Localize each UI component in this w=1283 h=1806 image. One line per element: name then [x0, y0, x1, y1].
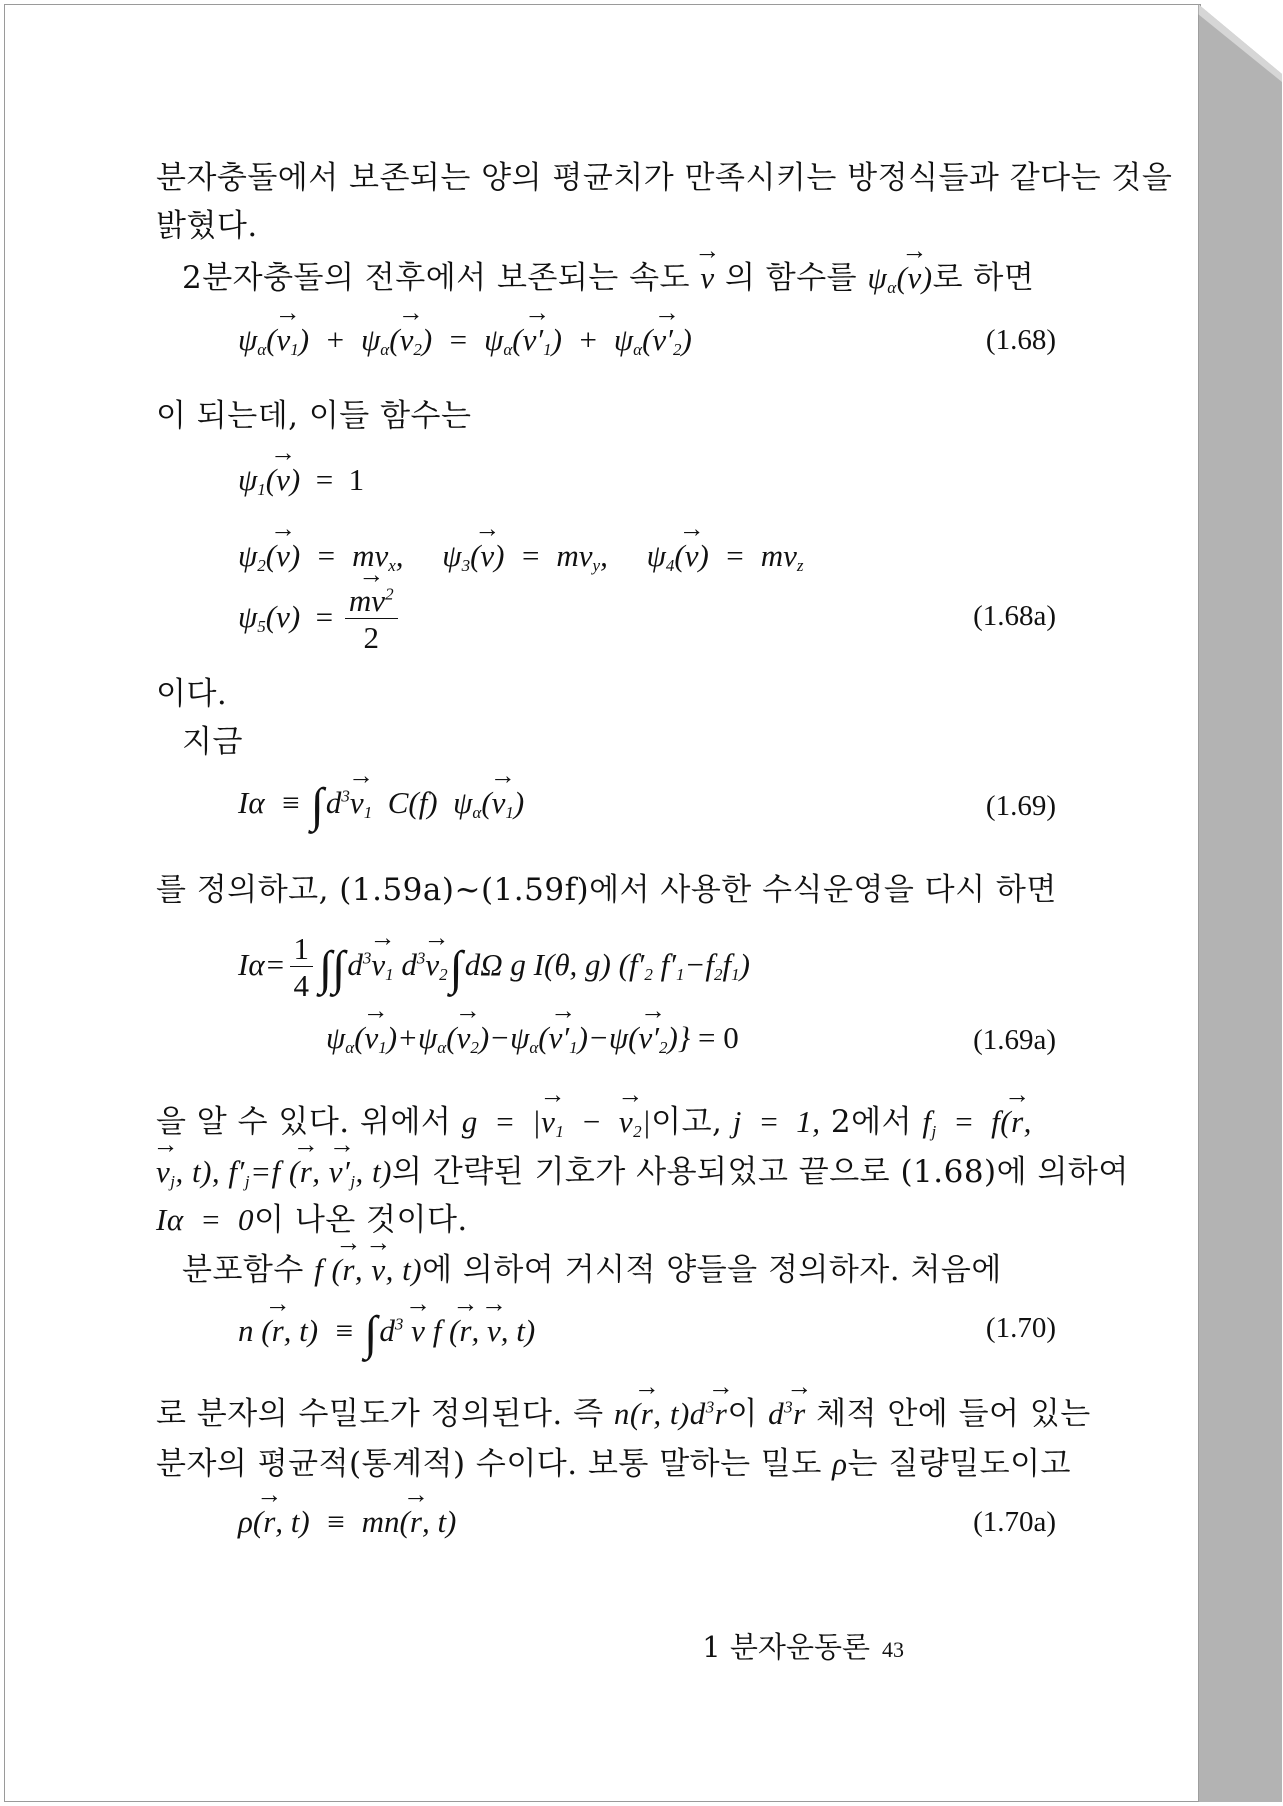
text-line: 로 분자의 수밀도가 정의된다. 즉 n(→ r, $t)d^3\to r$이 $d^3\to r$ 체적 안에 들어 있는: [156, 1388, 1091, 1433]
equation-1-69a-line2: $\psi_\alpha(\to v_1)+\psi_\alpha(\to v_2)-\psi_\alpha(\to v'_1)-\psi(\to v'_2)\} = 0$: [326, 1020, 739, 1058]
page-footer: [702, 1625, 904, 1666]
equation-number: (1.68a): [973, 600, 1056, 632]
page-number: 43: [882, 1637, 904, 1662]
text-line: 분자충돌에서 보존되는 양의 평균치가 만족시키는 방정식들과 같다는 것을: [156, 160, 1173, 196]
text-line: Iα = 0이 나온 것이다.: [156, 1202, 468, 1238]
text-line: 이 되는데, 이들 함수는: [156, 398, 472, 434]
equation-1-69: $I\alpha \equiv \int d^3\to v_1$ C(f) $\psi_\alpha(\to v_1)$: [238, 778, 524, 833]
equation-number: (1.70): [985, 1312, 1056, 1344]
text-line: 2분자충돌의 전후에서 보존되는 속도 → v 의 함수를 $\psi_\alpha(\to v)$로 하면: [182, 252, 1034, 298]
text-line: 를 정의하고, (1.59a)~(1.59f)에서 사용한 수식운영을 다시 하면: [156, 872, 1057, 908]
equation-1-69a-line1: Iα= $\frac{1}{4}$ $\int\int d^3\to v_1$ $d^3\to v_2\int d\Omega$ g I(θ, g) ($f'_2$ $f'_1-f_2f_1$): [238, 932, 750, 1004]
text-line: 분자의 평균적(통계적) 수이다. 보통 말하는 밀도 ρ는 질량밀도이고: [156, 1446, 1072, 1482]
equation-1-70: n (→ r, $t) \equiv \int d^3 \to v$ f (→ r, → v, t): [238, 1306, 535, 1361]
text-line: → $v_j$, t), $f'_j=f$ (→ r, → $v'_j$, t)의 간략된 기호가 사용되었고 끝으로 (1.68)에 의하여: [156, 1146, 1129, 1192]
equation-number: (1.70a): [973, 1506, 1056, 1538]
chapter-title: 1 분자운동론: [702, 1630, 870, 1664]
text-line: 분포함수 f (→ r, → v, t)에 의하여 거시적 양들을 정의하자. 처음에: [182, 1244, 1002, 1289]
text-line: 밝혔다.: [156, 208, 258, 244]
text-line: 지금: [182, 724, 243, 760]
equation-psi1: $\psi_1(\to v) = 1$: [238, 462, 364, 500]
equation-number: (1.69): [985, 790, 1056, 822]
equation-number: (1.68): [985, 324, 1056, 356]
equation-psi5: $\psi_5(v)$ = → $\frac{mv^2}{2}$: [238, 584, 402, 656]
book-edge: [1198, 4, 1282, 1802]
text-line: 이다.: [156, 676, 228, 712]
text-line: 을 알 수 있다. 위에서 g = |→ $v_1$ − → $v_2|$이고, j = 1, 2에서 $f_j = f(\to r$,: [156, 1096, 1032, 1142]
equation-1-68: $\psi_\alpha(\to v_1) + \psi_\alpha(\to v_2) = \psi_\alpha(\to v'_1) + \psi_\alpha(\to v'_2)$: [238, 322, 692, 360]
equation-number: (1.69a): [973, 1024, 1056, 1056]
equation-1-70a: ρ(→ r, t) ≡ mn(→ r, t): [238, 1504, 456, 1540]
equation-psi2-4: $\psi_2(\to v) = mv_x$, $\psi_3(\to v) = mv_y$, $\psi_4(\to v) = mv_z$: [238, 538, 803, 576]
